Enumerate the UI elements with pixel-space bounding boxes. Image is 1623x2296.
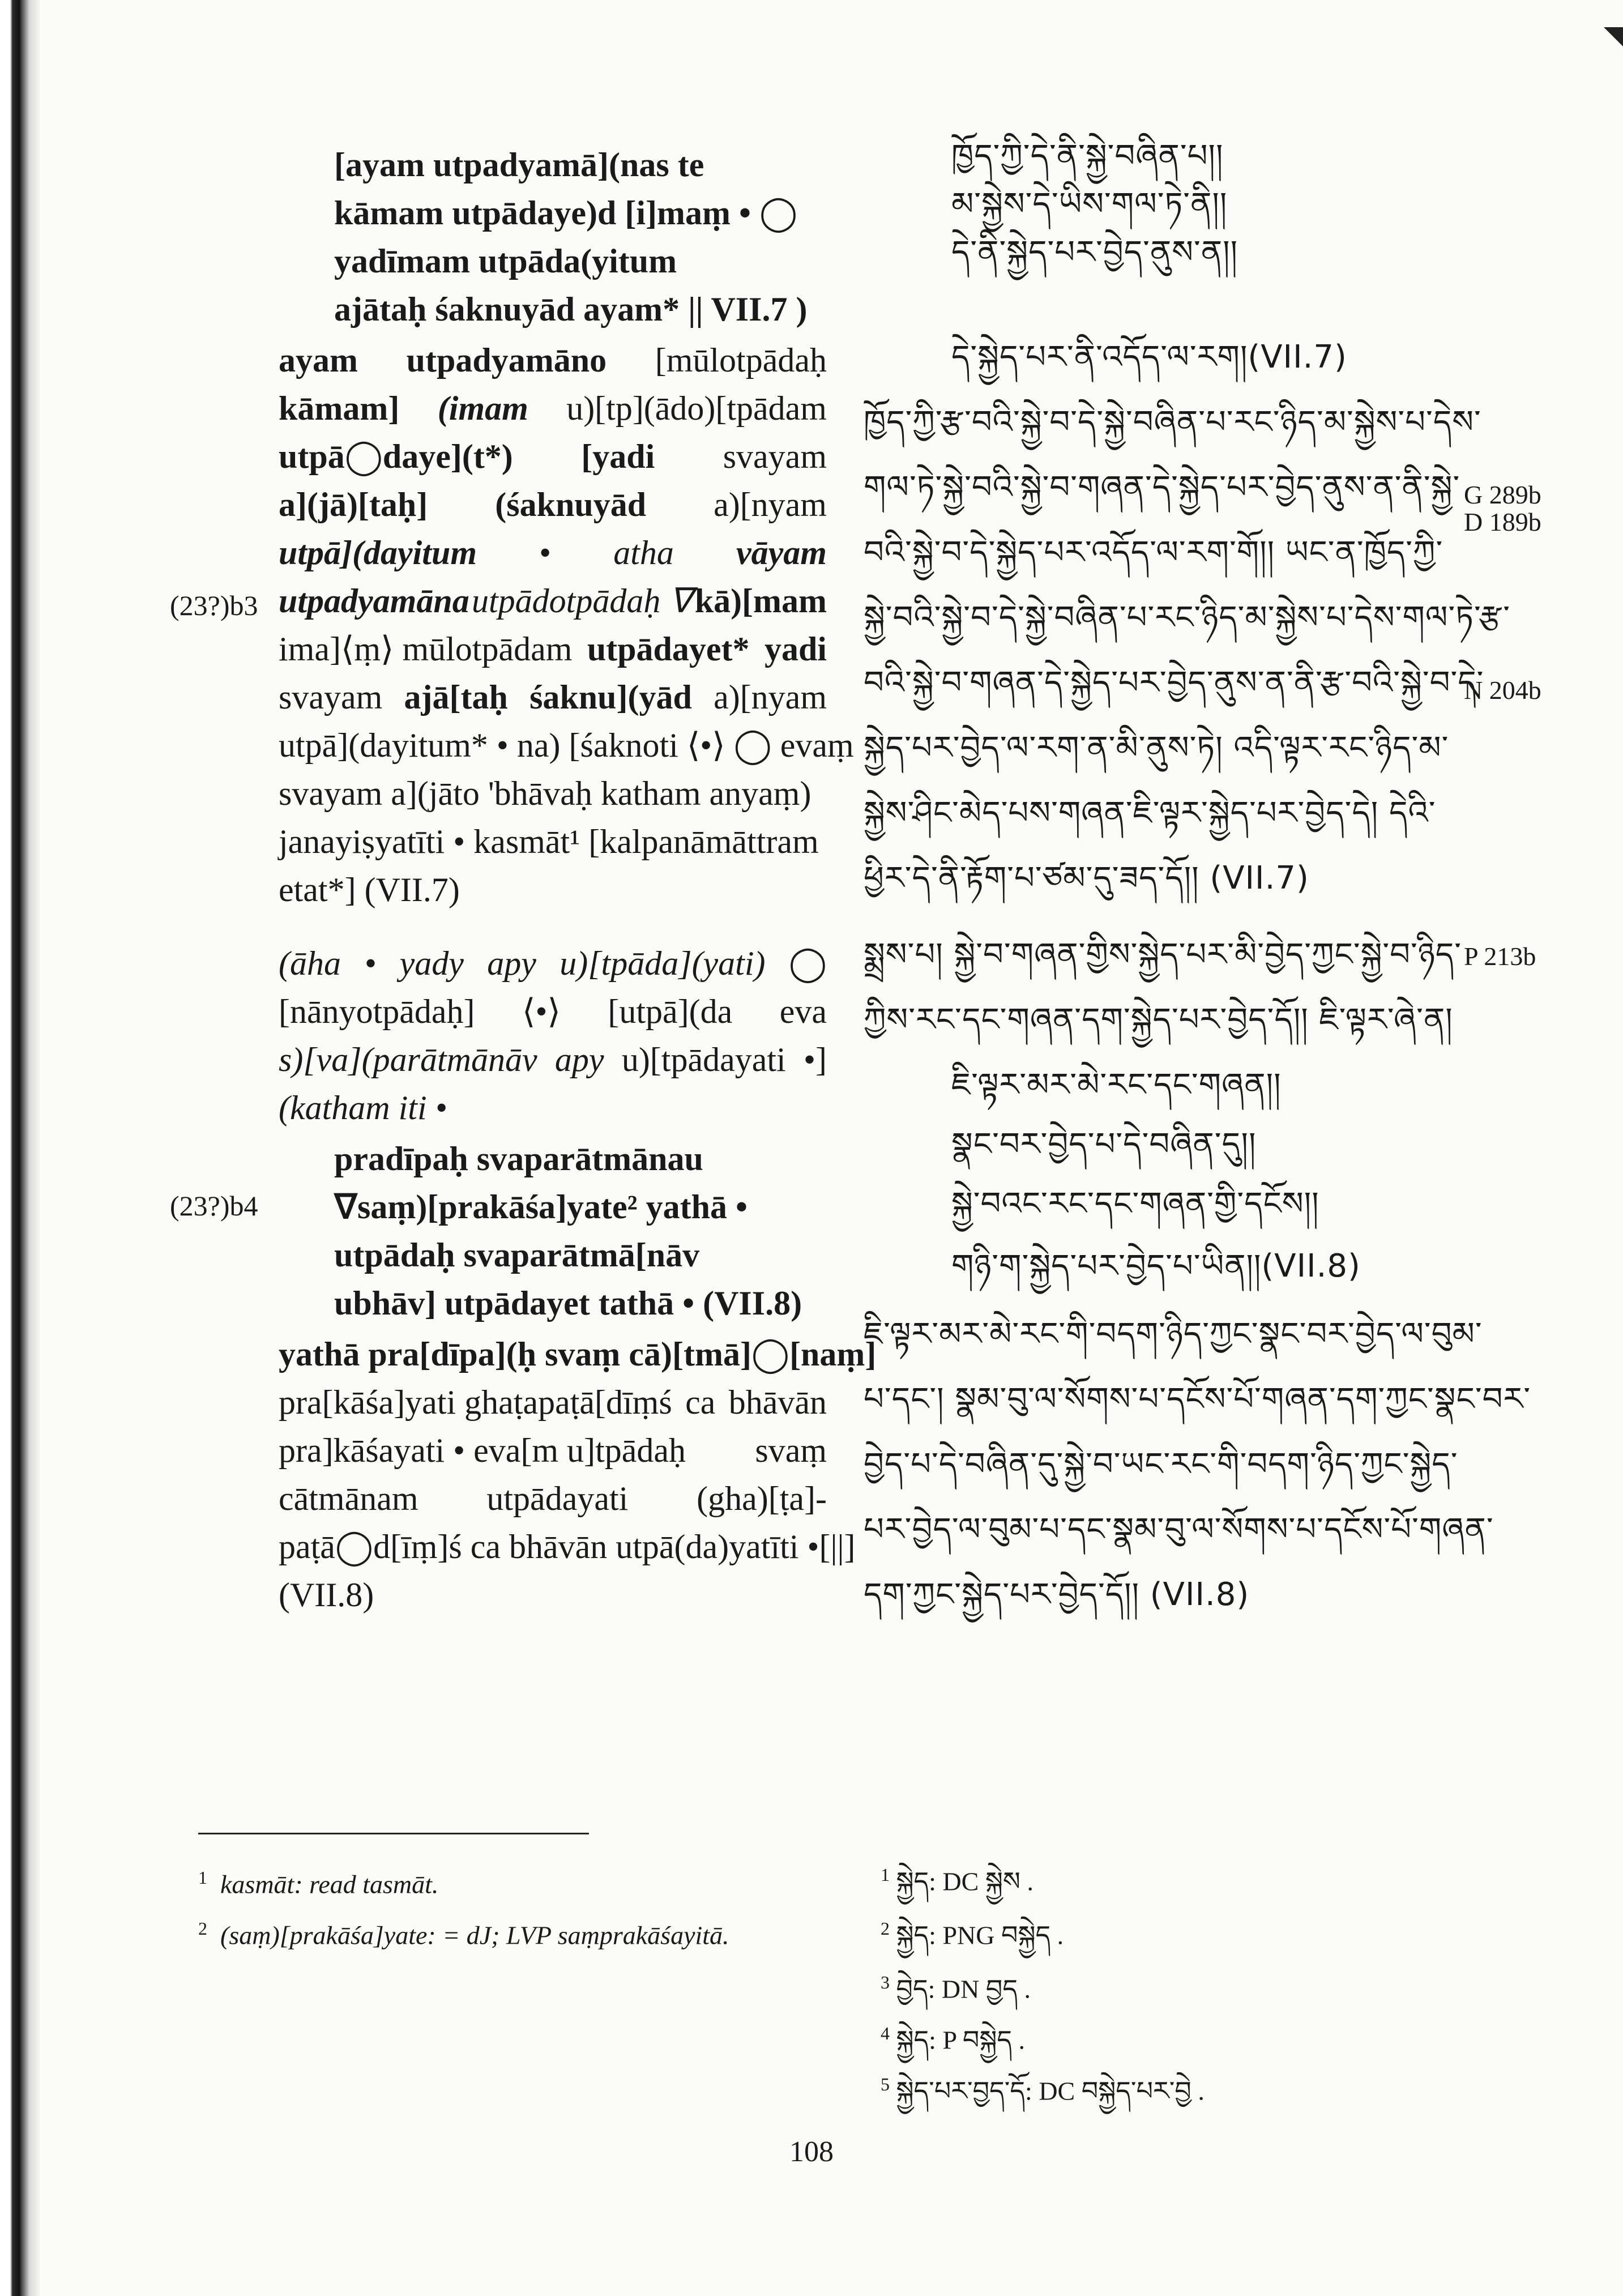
- prose1-line: [279, 629, 827, 669]
- verse1-line: kāmam utpādaye)d [i]maṃ • ◯: [334, 194, 798, 232]
- footnote-number: 1: [198, 1867, 207, 1888]
- page-number: 108: [789, 2136, 834, 2168]
- word: utpā◯daye](t*): [279, 438, 513, 475]
- prose3-line: yathā pra[dīpa](ḥ svaṃ cā)[tmā]◯[naṃ]: [279, 1335, 877, 1373]
- word: utpadyamāno: [406, 342, 607, 379]
- prose3-line: [279, 1478, 827, 1519]
- word: ima]⟨ṃ⟩ mūlotpādam: [279, 630, 573, 668]
- tibetan-line: མ་སྐྱེས་དེ་ཡིས་གལ་ཏེ་ནི།།: [951, 186, 1228, 223]
- prose1-line: janayiṣyatīti • kasmāt¹ [kalpanāmāttram: [279, 823, 819, 860]
- footnote-left: [198, 1860, 438, 1901]
- prose1-line: [279, 484, 827, 525]
- footnote-number: 2: [198, 1918, 207, 1939]
- footnote-number: 4: [881, 2023, 890, 2043]
- tibetan-line: ཁྱོད་ཀྱི་རྩ་བའི་སྐྱེ་བ་དེ་སྐྱེ་བཞིན་པ་རང་ཉིད་མ་སྐྱེས་པ་དེས་: [864, 404, 1481, 441]
- word: ca: [685, 1384, 716, 1421]
- word: •: [364, 945, 377, 982]
- folio-label: (23?)b3: [170, 590, 258, 621]
- tibetan-line: སྐྱེས་ཤིང་མེད་པས་གཞན་ཇི་ལྟར་སྐྱེད་པར་བྱེད་དེ། དེའི་: [864, 795, 1436, 831]
- prose2-line: [279, 1039, 827, 1080]
- tibetan-line: པར་བྱེད་ལ་བུམ་པ་དང་སྣམ་བུ་ལ་སོགས་པ་དངོས་པོ་གཞན་: [864, 1511, 1494, 1548]
- word: vāyam: [736, 534, 827, 571]
- footnote-number: 1: [881, 1864, 890, 1885]
- tibetan-line: གལ་ཏེ་སྐྱེ་བའི་སྐྱེ་བ་གཞན་དེ་སྐྱེད་པར་བྱེད་ནུས་ན་ནི་སྐྱེ་: [864, 469, 1460, 506]
- prose2-line: [279, 943, 827, 984]
- word: yady: [399, 945, 464, 982]
- footnote-rule: [198, 1833, 589, 1834]
- word: pra[kāśa]yati ghaṭapaṭā[dīṃś: [279, 1384, 672, 1421]
- prose3-line: paṭā◯d[īṃ]ś ca bhāvān utpā(da)yatīti •[||]: [279, 1528, 856, 1565]
- tibetan-line: ཁྱོད་ཀྱི་དེ་ནི་སྐྱེ་བཞིན་པ།།: [951, 138, 1224, 174]
- word: ayam: [279, 342, 358, 379]
- tibetan-line: སྨྲས་པ། སྐྱེ་བ་གཞན་གྱིས་སྐྱེད་པར་མི་བྱེད་ཀྱང་སྐྱེ་བ་ཉིད་: [864, 936, 1462, 973]
- tibetan-line: སྐྱེ་བའི་སྐྱེ་བ་དེ་སྐྱེ་བཞིན་པ་རང་ཉིད་མ་སྐྱེས་པ་དེས་གལ་ཏེ་རྩ་: [864, 599, 1511, 636]
- word: apy: [487, 945, 536, 982]
- scan-spine-edge: [0, 0, 40, 2296]
- prose1-line: etat*] (VII.7): [279, 871, 460, 908]
- tibetan-line: དག་ཀྱང་སྐྱེད་པར་བྱེད་དོ།། (VII.8): [864, 1576, 1250, 1613]
- prose1-line: svayam a](jāto 'bhāvaḥ katham anyaṃ): [279, 775, 812, 812]
- footnote-right: [881, 1911, 1064, 1952]
- prose2-line: [279, 991, 827, 1032]
- footnote-text: སྐྱེད: PNG བསྐྱེད .: [896, 1921, 1064, 1950]
- footnote-text: བྱེད: DN བྱད .: [896, 1974, 1031, 2004]
- footnote-right: [881, 2016, 1025, 2057]
- word: (śaknuyād: [495, 486, 647, 523]
- scan-corner-mark: [1604, 27, 1623, 46]
- word: utpādotpādaḥ ᐁ: [472, 582, 693, 620]
- tibetan-line: གཉི་ག་སྐྱེད་པར་བྱེད་པ་ཡིན།།(VII.8): [951, 1248, 1361, 1284]
- word: śaknu](yād: [529, 678, 692, 716]
- verse1-line: [ayam utpadyamā](nas te: [334, 146, 704, 183]
- footnote-right: [881, 2067, 1205, 2108]
- prose3-line: [279, 1430, 827, 1471]
- verse2-line: ᐁsaṃ)[prakāśa]yate² yathā •: [334, 1188, 748, 1226]
- tibetan-line: ཇི་ལྟར་མར་མེ་རང་དང་གཞན།།: [951, 1066, 1282, 1103]
- word: svaṃ: [755, 1432, 827, 1469]
- word: apy: [554, 1041, 604, 1078]
- prose1-line: [279, 388, 827, 429]
- word: u)[tpādayati: [621, 1041, 786, 1078]
- word: •]: [803, 1041, 827, 1078]
- word: [nānyotpādaḥ]: [279, 993, 475, 1030]
- tibetan-line: སྣང་བར་བྱེད་པ་དེ་བཞིན་དུ།།: [951, 1126, 1257, 1163]
- prose1-line: [279, 532, 827, 573]
- word: (āha: [279, 945, 341, 982]
- word: [utpā](da: [608, 993, 733, 1030]
- word: (imam: [437, 390, 528, 427]
- prose3-line: (VII.8): [279, 1576, 374, 1614]
- word: utpadyamāna: [279, 582, 469, 620]
- word: ◯: [788, 945, 827, 982]
- prose2-line: (katham iti •: [279, 1089, 447, 1126]
- word: [mūlotpādaḥ: [655, 342, 827, 379]
- word: kā)[mam: [694, 582, 827, 620]
- word: [yadi: [581, 438, 655, 475]
- verse1-line: ajātaḥ śaknuyād ayam* || VII.7 ): [334, 291, 808, 328]
- word: a](jā)[taḥ]: [279, 486, 428, 523]
- prose3-line: [279, 1382, 827, 1423]
- prose1-line: [279, 436, 827, 477]
- prose1-line: [279, 677, 827, 718]
- folio-label: (23?)b4: [170, 1190, 258, 1222]
- word: ⟨•⟩: [522, 993, 561, 1030]
- witness-ref: G 289b: [1464, 480, 1541, 509]
- word: a)[nyam: [714, 678, 827, 716]
- prose1-line: [279, 340, 827, 381]
- footnote-right: [881, 1965, 1031, 2006]
- word: atha: [613, 534, 674, 571]
- word: utpādayati: [486, 1480, 629, 1517]
- word: ajā[taḥ: [404, 678, 508, 716]
- word: cātmānam: [279, 1480, 418, 1517]
- word: eva: [779, 993, 827, 1030]
- footnote-text: སྐྱེད: DC སྐྱེས .: [896, 1867, 1033, 1896]
- tibetan-line: བྱེད་པ་དེ་བཞིན་དུ་སྐྱེ་བ་ཡང་རང་གི་བདག་ཉིད་ཀྱང་སྐྱེད་: [864, 1446, 1458, 1483]
- tibetan-line: ཇི་ལྟར་མར་མེ་རང་གི་བདག་ཉིད་ཀྱང་སྣང་བར་བྱེད་ལ་བུམ་: [864, 1316, 1483, 1352]
- tibetan-line: ཀྱིས་རང་དང་གཞན་དག་སྐྱེད་པར་བྱེད་དོ།། ཇི་ལྟར་ཞེ་ན།: [864, 1001, 1453, 1038]
- tibetan-line: སྐྱེ་བའང་རང་དང་གཞན་གྱི་དངོས།།: [951, 1185, 1319, 1222]
- footnote-number: 5: [881, 2074, 890, 2094]
- word: u)[tp](ādo)[tpādam: [566, 390, 827, 427]
- witness-ref: N 204b: [1464, 676, 1541, 705]
- tibetan-line: པ་དང་། སྣམ་བུ་ལ་སོགས་པ་དངོས་པོ་གཞན་དག་ཀྱང་སྣང་བར་: [864, 1381, 1531, 1418]
- footnote-number: 3: [881, 1972, 890, 1992]
- tibetan-line: དེ་སྐྱེད་པར་ནི་འདོད་ལ་རག།(VII.7): [951, 339, 1347, 375]
- tibetan-line: སྐྱེད་པར་བྱེད་ལ་རག་ན་མི་ནུས་ཏེ། འདི་ལྟར་རང་ཉིད་མ་: [864, 729, 1449, 766]
- verse2-line: utpādaḥ svaparātmā[nāv: [334, 1236, 700, 1274]
- footnote-number: 2: [881, 1918, 890, 1939]
- verse2-line: pradīpaḥ svaparātmānau: [334, 1140, 703, 1177]
- footnote-text: སྐྱེད: P བསྐྱེད .: [896, 2025, 1026, 2055]
- word: svayam: [723, 438, 827, 475]
- word: bhāvān: [728, 1384, 827, 1421]
- footnote-text: kasmāt: read tasmāt.: [220, 1870, 439, 1899]
- witness-ref: P 213b: [1464, 942, 1536, 971]
- word: pra]kāśayati • eva[m u]tpādaḥ: [279, 1432, 686, 1469]
- footnote-text: (saṃ)[prakāśa]yate: = dJ; LVP saṃprakāśayitā.: [220, 1921, 729, 1950]
- word: u)[tpāda](yati): [559, 945, 766, 982]
- word: yadi: [764, 630, 827, 668]
- prose1-line: [279, 581, 827, 621]
- footnote-left: [198, 1911, 729, 1952]
- word: svayam: [279, 678, 383, 716]
- verse1-line: yadīmam utpāda(yitum: [334, 242, 677, 280]
- word: utpādayet*: [587, 630, 750, 668]
- word: kāmam]: [279, 390, 400, 427]
- tibetan-line: བའི་སྐྱེ་བ་དེ་སྐྱེད་པར་འདོད་ལ་རག་གོ།། ཡང་ན་ཁྱོད་ཀྱི་: [864, 534, 1443, 571]
- word: •: [539, 534, 552, 571]
- tibetan-line: ཕྱིར་དེ་ནི་རྟོག་པ་ཙམ་དུ་ཟད་དོ།། (VII.7): [864, 860, 1309, 897]
- tibetan-line: དེ་ནི་སྐྱེད་པར་བྱེད་ནུས་ན།།: [951, 234, 1238, 271]
- footnote-right: [881, 1858, 1033, 1898]
- prose1-line: utpā](dayitum* • na) [śaknoti ⟨•⟩ ◯ evaṃ: [279, 727, 854, 764]
- word: (gha)[ṭa]-: [697, 1480, 827, 1517]
- tibetan-line: བའི་སྐྱེ་བ་གཞན་དེ་སྐྱེད་པར་བྱེད་ནུས་ན་ནི་རྩ་བའི་སྐྱེ་བ་དེ་: [864, 664, 1484, 701]
- footnote-text: སྐྱེད་པར་བྱད་དོ: DC བསྐྱེད་པར་བྱེ .: [896, 2076, 1205, 2106]
- witness-ref: D 189b: [1464, 507, 1541, 536]
- verse2-line: ubhāv] utpādayet tathā • (VII.8): [334, 1284, 802, 1322]
- word: a)[nyam: [714, 486, 827, 523]
- word: utpā](dayitum: [279, 534, 477, 571]
- word: s)[va](parātmānāv: [279, 1041, 537, 1078]
